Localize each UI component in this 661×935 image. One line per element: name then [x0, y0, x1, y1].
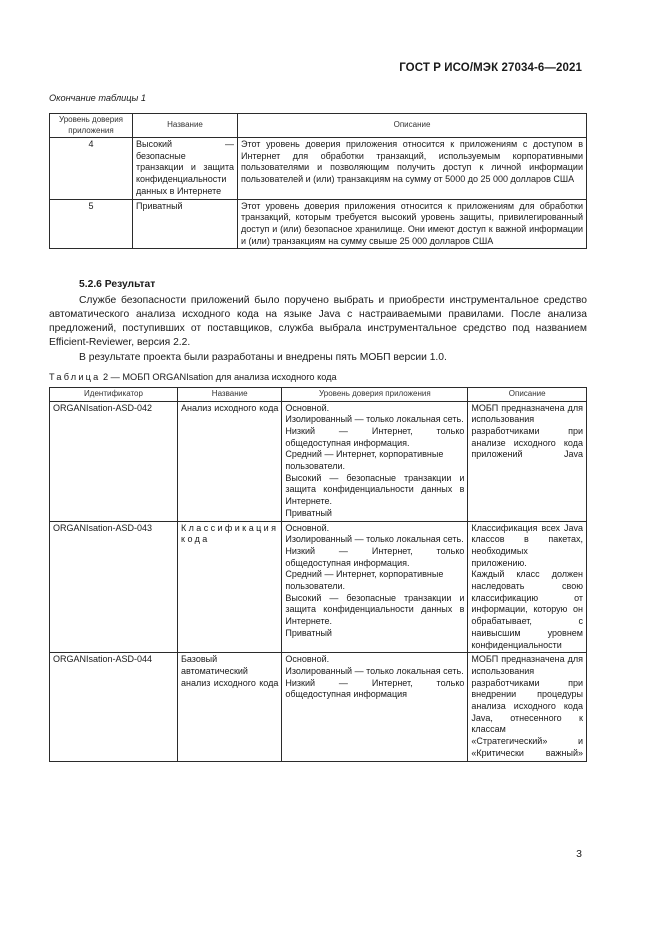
cell-name: Высокий — безопасные транзакции и защита конфиденциальности данных в Интернете	[133, 138, 238, 200]
trust-levels-table	[49, 113, 587, 249]
cell-level: 5	[50, 199, 133, 249]
cell-levels	[282, 401, 468, 521]
mobp-table	[49, 387, 587, 762]
paragraph: В результате проекта были разработаны и внедрены пять МОБП версии 1.0.	[79, 352, 447, 363]
cell-id: ORGANIsation-ASD-044	[50, 653, 178, 761]
table-row	[50, 521, 587, 653]
section-title: 5.2.6 Результат	[79, 279, 156, 290]
table2-caption	[49, 372, 337, 382]
level-line: Низкий — Интернет, только общедоступная информация	[285, 677, 465, 700]
cell-id: ORGANIsation-ASD-043	[50, 521, 178, 653]
table-header-row	[50, 114, 587, 138]
paragraph: Службе безопасности приложений было поручено выбрать и приобрести инструментальное средство автоматического анализа исходного кода на языке Java с настраиваемыми правилами. После анализа предложений, поступивших от поставщиков, служба выбрала инструментальное средство под названием Efficient-Reviewer, версия 2.2.	[49, 295, 587, 348]
table-row	[50, 199, 587, 249]
description-text: Классификация всех Java классов в пакетах, необходимых приложению.	[471, 522, 583, 568]
cell-description: МОБП предназначена для использования разработчиками при анализе исходного кода приложений Java	[468, 401, 587, 521]
cell-name: Приватный	[133, 199, 238, 249]
level-line: Основной.	[285, 522, 330, 533]
cell-level: 4	[50, 138, 133, 200]
level-line: Изолированный — только локальная сеть.	[285, 414, 464, 425]
level-line: Приватный	[285, 507, 332, 518]
cell-levels	[282, 521, 468, 653]
table-header-row	[50, 388, 587, 402]
cell-description: Этот уровень доверия приложения относится к приложениям с доступом в Интернет для обработки транзакций, используемым корпоративными пользователями и позволяющим получить доступ к личной информации пользователей и (или) транзакциям на сумму от 5000 до 25 000 долларов США	[238, 138, 587, 200]
level-line: Основной.	[285, 654, 330, 665]
cell-description: Этот уровень доверия приложения относится к приложениям для обработки транзакций, которым требуется высокий уровень защиты, привилегированный доступ и (или) безопасное хранилище. Они имеют доступ к важной информации и (или) транзакциям на сумму свыше 25 000 долларов США	[238, 199, 587, 249]
table-row	[50, 653, 587, 761]
cell-name	[178, 521, 282, 653]
description-text: Каждый класс должен наследовать свою классификацию от информации, которую он обрабатывает, с наивысшим уровнем конфиденциальности	[471, 569, 583, 650]
level-line: Основной.	[285, 402, 330, 413]
col-header-description: Описание	[468, 388, 587, 402]
level-line: Высокий — безопасные транзакции и защита конфиденциальности данных в Интернете.	[285, 472, 465, 507]
cell-levels	[282, 653, 468, 761]
level-line: Изолированный — только локальная сеть.	[285, 665, 464, 676]
level-line: Средний — Интернет, корпоративные пользователи.	[285, 569, 444, 592]
level-line: Приватный	[285, 627, 332, 638]
col-header-level: Уровень доверия приложения	[282, 388, 468, 402]
table-caption-text: 2 — МОБП ORGANIsation для анализа исходного кода	[103, 372, 337, 382]
document-header: ГОСТ Р ИСО/МЭК 27034-6—2021	[399, 62, 582, 74]
cell-id: ORGANIsation-ASD-042	[50, 401, 178, 521]
table-row	[50, 401, 587, 521]
table-row	[50, 138, 587, 200]
cell-description	[468, 521, 587, 653]
level-line: Низкий — Интернет, только общедоступная информация.	[285, 425, 465, 448]
name-text: Классификация кода	[181, 522, 279, 545]
table-caption-label: Таблица	[49, 372, 101, 382]
level-line: Изолированный — только локальная сеть.	[285, 534, 464, 545]
page-number: 3	[576, 848, 582, 860]
level-line: Высокий — безопасные транзакции и защита конфиденциальности данных в Интернете.	[285, 592, 465, 627]
cell-name: Базовый автоматический анализ исходного кода	[178, 653, 282, 761]
col-header-name: Название	[178, 388, 282, 402]
cell-name: Анализ исходного кода	[178, 401, 282, 521]
col-header-level: Уровень доверия приложения	[50, 114, 133, 138]
level-line: Низкий — Интернет, только общедоступная информация.	[285, 545, 465, 568]
col-header-description: Описание	[238, 114, 587, 138]
cell-description: МОБП предназначена для использования разработчиками при внедрении процедуры анализа исходного кода Java, отнесенного к классам «Стратегический» и «Критически важный»	[468, 653, 587, 761]
col-header-name: Название	[133, 114, 238, 138]
level-line: Средний — Интернет, корпоративные пользователи.	[285, 449, 444, 472]
col-header-id: Идентификатор	[50, 388, 178, 402]
table1-caption: Окончание таблицы 1	[49, 93, 146, 103]
